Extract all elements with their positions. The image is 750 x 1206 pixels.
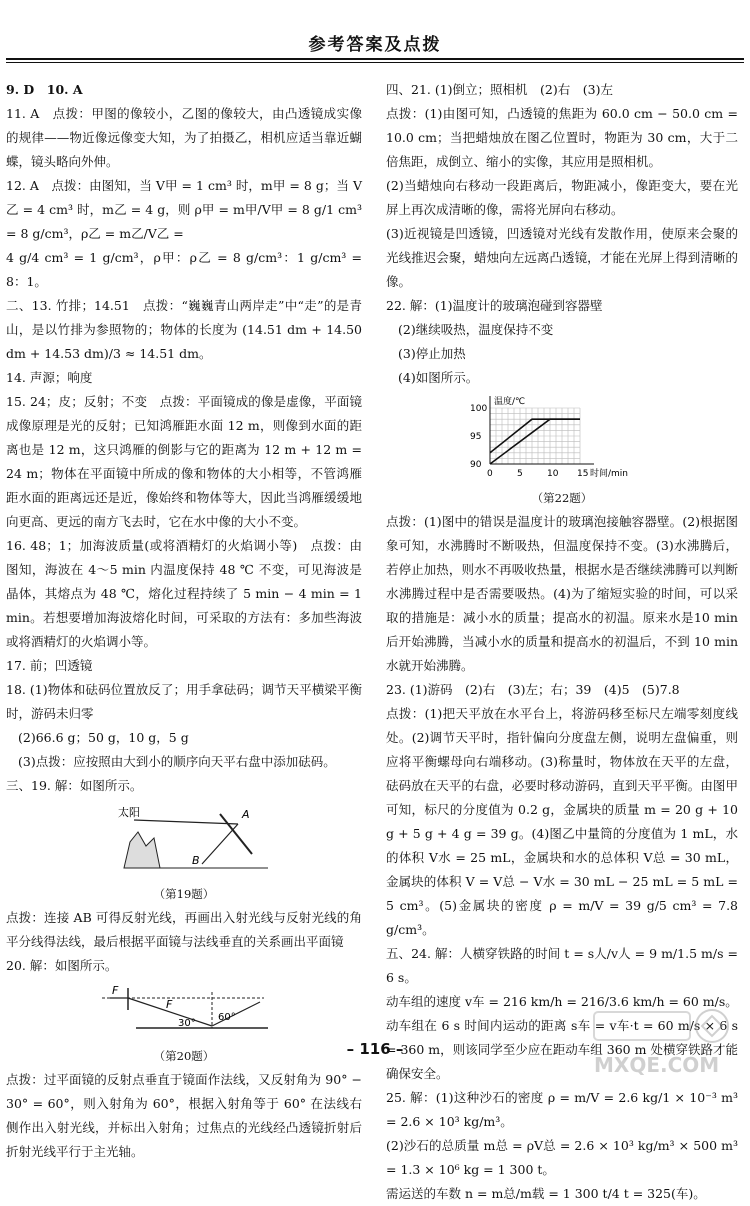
y-axis-label: 温度/℃ <box>494 397 526 407</box>
figure-22 <box>386 394 738 510</box>
answer-20: 20. 解：如图所示。 <box>6 958 118 973</box>
page-number: – 116 – <box>346 1040 404 1058</box>
figure-19-caption: （第19题） <box>153 887 215 901</box>
answer-18-3: (3)点拨：应按照由大到小的顺序向天平右盘中添加砝码。 <box>18 754 336 769</box>
answer-23-note: 点拨：(1)把天平放在水平台上，将游码移至标尺左端零刻度线处。(2)调节天平时，指针偏向分度盘左侧，说明左盘偏重，则应将平衡螺母向右端移动。(3)称量时，物体放在天平的左盘，砝码放在天平的右盘，必要时移动游码，直到天平平衡。由图甲可知，标尺的分度值为 0.2 g，金属块的质量 m = 20 g + 10 g + 5 g + 4 g = 39 g。(4)图乙中量筒的分度值为 1 mL，水的体积 V水 = 25 mL，金属块和水的总体积 V总 = 30 mL，金属块的体积 V = V总 − V水 = 30 mL − 25 mL = 5 mL = 5 cm³。(5)金属块的密度 ρ = m/V = 39 g/5 cm³ = 7.8 g/cm³。 <box>386 706 738 937</box>
answer-23: 23. (1)游码 (2)右 (3)左；右；39 (4)5 (5)7.8 <box>386 682 680 697</box>
fig19-point-a: A <box>242 808 250 821</box>
figure-20-caption: （第20题） <box>153 1049 215 1063</box>
watermark-text: MXQE.COM <box>594 1053 720 1077</box>
y-tick-label: 95 <box>470 432 482 442</box>
answer-22-2: (2)继续吸热，温度保持不变 <box>398 322 554 337</box>
answer-15: 15. 24；皮；反射；不变 点拨：平面镜成的像是虚像，平面镜成像原理是光的反射；已知鸿雁距水面 12 m，则像到水面的距离也是 12 m，这只鸿雁的倒影与它的距离为 12 m + 12 m = 24 m；物体在平面镜中所成的像和物体的大小相等，不管鸿雁距水面的距离远还是近，像始终和物体等大，因此当鸿雁缓缓地向更高、更远的南方飞去时，它在水中像的大小不变。 <box>6 394 362 529</box>
answer-21-note-3: (3)近视镜是凹透镜，凹透镜对光线有发散作用，使原来会聚的光线推迟会聚，蜡烛向左远离凸透镜，才能在光屏上得到清晰的像。 <box>386 226 738 289</box>
answer-11: 11. A 点拨：甲图的像较小，乙图的像较大，由凸透镜成实像的规律——物近像远像变大知，为了拍摄乙，相机应适当靠近蝴蝶，镜头略向外伸。 <box>6 106 362 169</box>
answer-17: 17. 前；凹透镜 <box>6 658 93 673</box>
x-tick-label: 5 <box>517 469 523 478</box>
answer-21: 四、21. (1)倒立；照相机 (2)右 (3)左 <box>386 82 613 97</box>
figure-19-diagram <box>6 802 362 874</box>
fig20-label-f1: F <box>112 984 119 997</box>
figure-19 <box>6 802 362 906</box>
header-rule <box>6 58 744 63</box>
page-header-title: 参考答案及点拨 <box>308 35 442 55</box>
answer-25-2: (2)沙石的总质量 m总 = ρV总 = 2.6 × 10³ kg/m³ × 500 m³ = 1.3 × 10⁶ kg = 1 300 t。 <box>386 1138 738 1177</box>
answer-22-note: 点拨：(1)图中的错误是温度计的玻璃泡接触容器壁。(2)根据图象可知，水沸腾时不断吸热，但温度保持不变。(3)水沸腾后，若停止加热，则水不再吸收热量，根据水是否继续沸腾可以判断水沸腾过程中是否需要吸热。(4)为了缩短实验的时间，可以采取的措施是：减小水的质量；提高水的初温。原来水是10 min 后开始沸腾，当减小水的质量和提高水的初温后，不到 10 min 水就开始沸腾。 <box>386 514 738 673</box>
watermark-logo <box>584 1000 744 1078</box>
figure-22-chart <box>386 394 738 478</box>
answer-18-2: (2)66.6 g；50 g，10 g，5 g <box>18 730 189 745</box>
answer-22-1: 22. 解：(1)温度计的玻璃泡碰到容器壁 <box>386 298 603 313</box>
answer-9-10: 9. D 10. A <box>6 82 83 97</box>
figure-22-caption: （第22题） <box>531 491 593 505</box>
answer-22-4: (4)如图所示。 <box>398 370 479 385</box>
x-tick-label: 0 <box>487 469 493 478</box>
fig20-angle-30: 30° <box>178 1018 196 1029</box>
x-axis-label: 时间/min <box>590 469 629 478</box>
answer-18-1: 18. (1)物体和砝码位置放反了；用手拿砝码；调节天平横梁平衡时，游码未归零 <box>6 682 362 721</box>
fig19-sun-label: 太阳 <box>118 806 140 819</box>
x-tick-label: 15 <box>577 469 589 478</box>
answer-21-note-1: 点拨：(1)由图可知，凸透镜的焦距为 60.0 cm − 50.0 cm = 10.0 cm；当把蜡烛放在图乙位置时，物距为 30 cm，大于二倍焦距，成倒立、缩小的实像，其应用是照相机。 <box>386 106 738 169</box>
answer-13: 二、13. 竹排；14.51 点拨：“巍巍青山两岸走”中“走”的是青山，是以竹排为参照物的；物体的长度为 (14.51 dm + 14.50 dm + 14.53 dm)/3 ≈ 14.51 dm。 <box>6 298 362 361</box>
left-column <box>6 78 362 1164</box>
fig20-label-f2: F <box>166 998 173 1011</box>
answer-12: 12. A 点拨：由图知，当 V甲 = 1 cm³ 时，m甲 = 8 g；当 V乙 = 4 cm³ 时，m乙 = 4 g，则 ρ甲 = m甲/V甲 = 8 g/1 cm³ = 8 g/cm³，ρ乙 = m乙/V乙 = <box>6 178 362 241</box>
y-tick-label: 90 <box>470 460 482 470</box>
answer-24-speed: 动车组的速度 v车 = 216 km/h = 216/3.6 km/h = 60 m/s。 <box>386 994 738 1009</box>
figure-20-diagram <box>6 982 362 1036</box>
fig19-point-b: B <box>192 854 200 867</box>
x-tick-label: 10 <box>547 469 559 478</box>
answer-24-distance: 动车组在 6 s 时间内运动的距离 s车 = v车·t = 60 m/s × 6 s = 360 m，则该同学至少应在距动车组 360 m 处横穿铁路才能确保安全。 <box>386 1018 738 1081</box>
answer-14: 14. 声源；响度 <box>6 370 93 385</box>
answer-19-note: 点拨：连接 AB 可得反射光线，再画出入射光线与反射光线的角平分线得法线，最后根据平面镜与法线垂直的关系画出平面镜 <box>6 910 362 949</box>
answer-21-note-2: (2)当蜡烛向右移动一段距离后，物距减小，像距变大，要在光屏上再次成清晰的像，需将光屏向右移动。 <box>386 178 738 217</box>
answer-19: 三、19. 解：如图所示。 <box>6 778 143 793</box>
answer-16: 16. 48；1；加海波质量(或将酒精灯的火焰调小等) 点拨：由图知，海波在 4～5 min 内温度保持 48 ℃ 不变，可见海波是晶体，其熔点为 48 ℃，熔化过程持续了 5 min − 4 min = 1 min。若想要增加海波熔化时间，可采取的方法有：多加些海波或将酒精灯的火焰调小等。 <box>6 538 362 649</box>
answer-25-3: 需运送的车数 n = m总/m载 = 1 300 t/4 t = 325(车)。 <box>386 1186 706 1201</box>
fig20-angle-60: 60° <box>218 1012 236 1023</box>
answer-24: 五、24. 解：人横穿铁路的时间 t = s人/v人 = 9 m/1.5 m/s = 6 s。 <box>386 946 738 985</box>
answer-25-1: 25. 解：(1)这种沙石的密度 ρ = m/V = 2.6 kg/1 × 10⁻³ m³ = 2.6 × 10³ kg/m³。 <box>386 1090 738 1129</box>
answer-20-note: 点拨：过平面镜的反射点垂直于镜面作法线，又反射角为 90° − 30° = 60°，则入射角为 60°，根据入射角等于 60° 在法线右侧作出入射光线，并标出入射角；过焦点的光线经凸透镜折射后折射光线平行于主光轴。 <box>6 1072 362 1159</box>
y-tick-label: 100 <box>470 404 488 414</box>
answer-22-3: (3)停止加热 <box>398 346 466 361</box>
answer-12-cont: 4 g/4 cm³ = 1 g/cm³，ρ甲：ρ乙 = 8 g/cm³：1 g/cm³ = 8：1。 <box>6 250 362 289</box>
